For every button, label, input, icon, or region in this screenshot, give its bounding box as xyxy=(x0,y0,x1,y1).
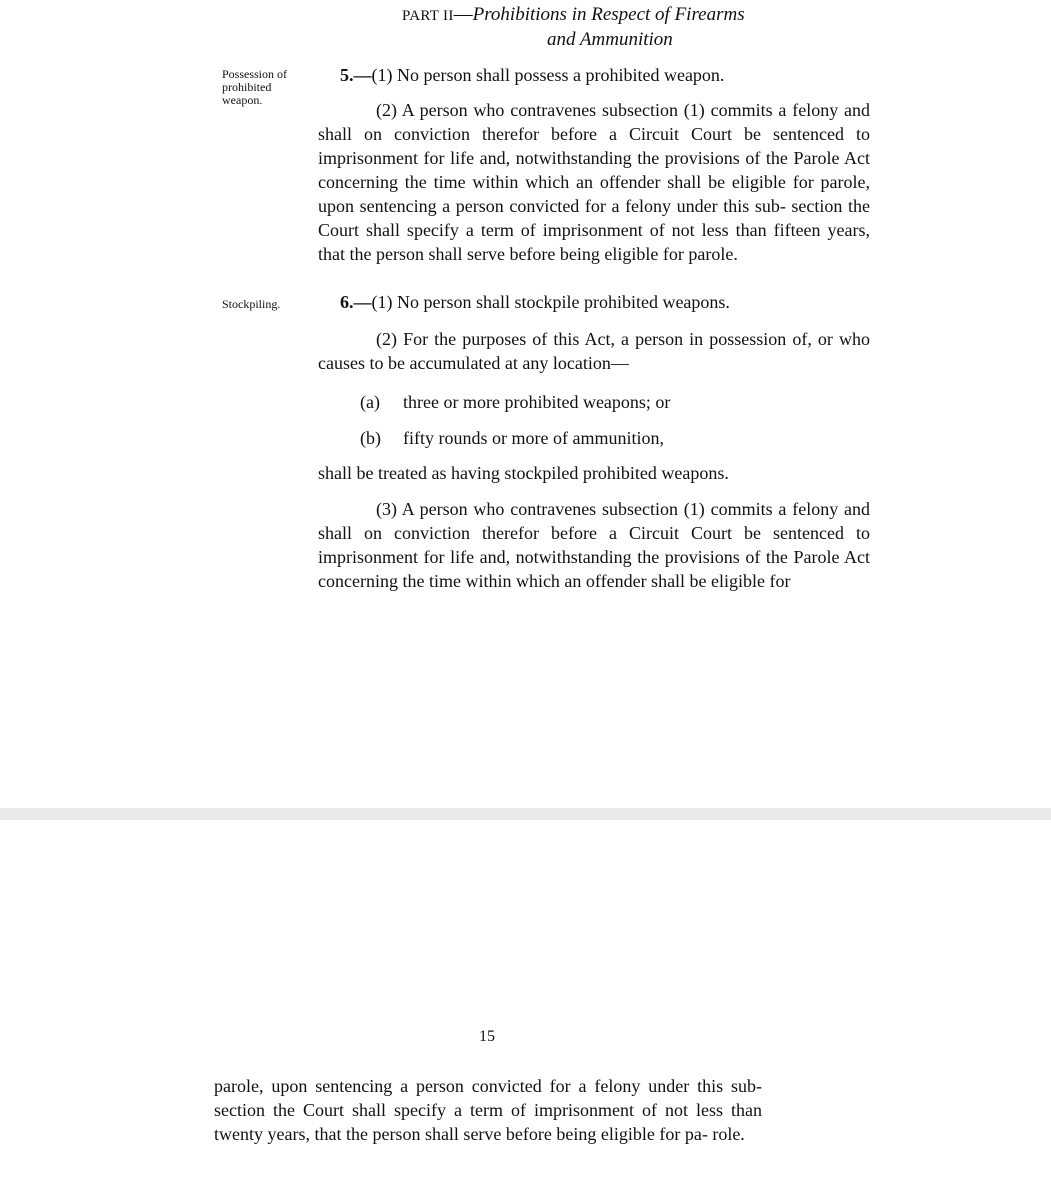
heading-dash: — xyxy=(453,4,473,25)
part-label: PART II xyxy=(402,8,454,24)
list-item-text: fifty rounds or more of ammunition, xyxy=(403,428,664,448)
section-5-number: 5.— xyxy=(340,65,372,85)
section-5-subsection-2 xyxy=(318,98,870,266)
part-title-line2: and Ammunition xyxy=(547,29,673,50)
margin-note-line: Possession of xyxy=(222,67,288,81)
margin-note-line: weapon. xyxy=(222,93,263,107)
section-6-subsection-2-close: shall be treated as having stockpiled prohibited weapons. xyxy=(318,463,729,483)
continuation-text: parole, upon sentencing a person convicted for a felony under this sub- section the Court shall specify a term of imprisonment of not less than twenty years, that the person shall serve before being eligible for pa- role. xyxy=(214,1076,762,1144)
section-5-subsection-1-text: (1) No person shall possess a prohibited weapon. xyxy=(371,65,725,85)
section-5-subsection-1 xyxy=(318,63,870,87)
page-two xyxy=(0,820,1051,1183)
section-6-number: 6.— xyxy=(340,292,372,312)
list-item-label: (b) xyxy=(360,428,381,448)
margin-note-line: prohibited xyxy=(222,80,272,94)
page-separator xyxy=(0,808,1051,820)
section-6-subsection-1-text: (1) No person shall stockpile prohibited weapons. xyxy=(371,292,730,312)
margin-note-stockpiling: Stockpiling. xyxy=(222,297,281,311)
part-heading-line1 xyxy=(402,2,745,29)
section-6-subsection-3-text: (3) A person who contravenes subsection (1) commits a felony and shall on conviction therefor before a Circuit Court be sentenced to imprisonment for life and, notwithstanding the provisions of the Parole Act concerning the time within which an offender shall be eligible for xyxy=(318,499,870,591)
list-item-text: three or more prohibited weapons; or xyxy=(403,392,671,412)
margin-note-possession xyxy=(222,68,314,107)
section-6-subsection-1 xyxy=(318,290,870,314)
part-title-line1: Prohibitions in Respect of Firearms xyxy=(472,4,745,25)
section-6-subsection-3 xyxy=(318,497,870,593)
section-6-subsection-2-intro xyxy=(318,327,870,375)
list-item-label: (a) xyxy=(360,392,380,412)
page-number: 15 xyxy=(479,1028,495,1045)
section-5-subsection-2-text: (2) A person who contravenes subsection (1) commits a felony and shall on conviction therefor before a Circuit Court be sentenced to imprisonment for life and, notwithstanding the provisions of the Parole Act concerning the time within which an offender shall be eligible for parole, upon sentencing a person convicted for a felony under this sub- section the Court shall specify a term of imprisonment of not less than fifteen years, that the person shall serve before being eligible for parole. xyxy=(318,100,870,264)
section-6-subsection-2-intro-text: (2) For the purposes of this Act, a person in possession of, or who causes to be accumulated at any location— xyxy=(318,329,870,373)
